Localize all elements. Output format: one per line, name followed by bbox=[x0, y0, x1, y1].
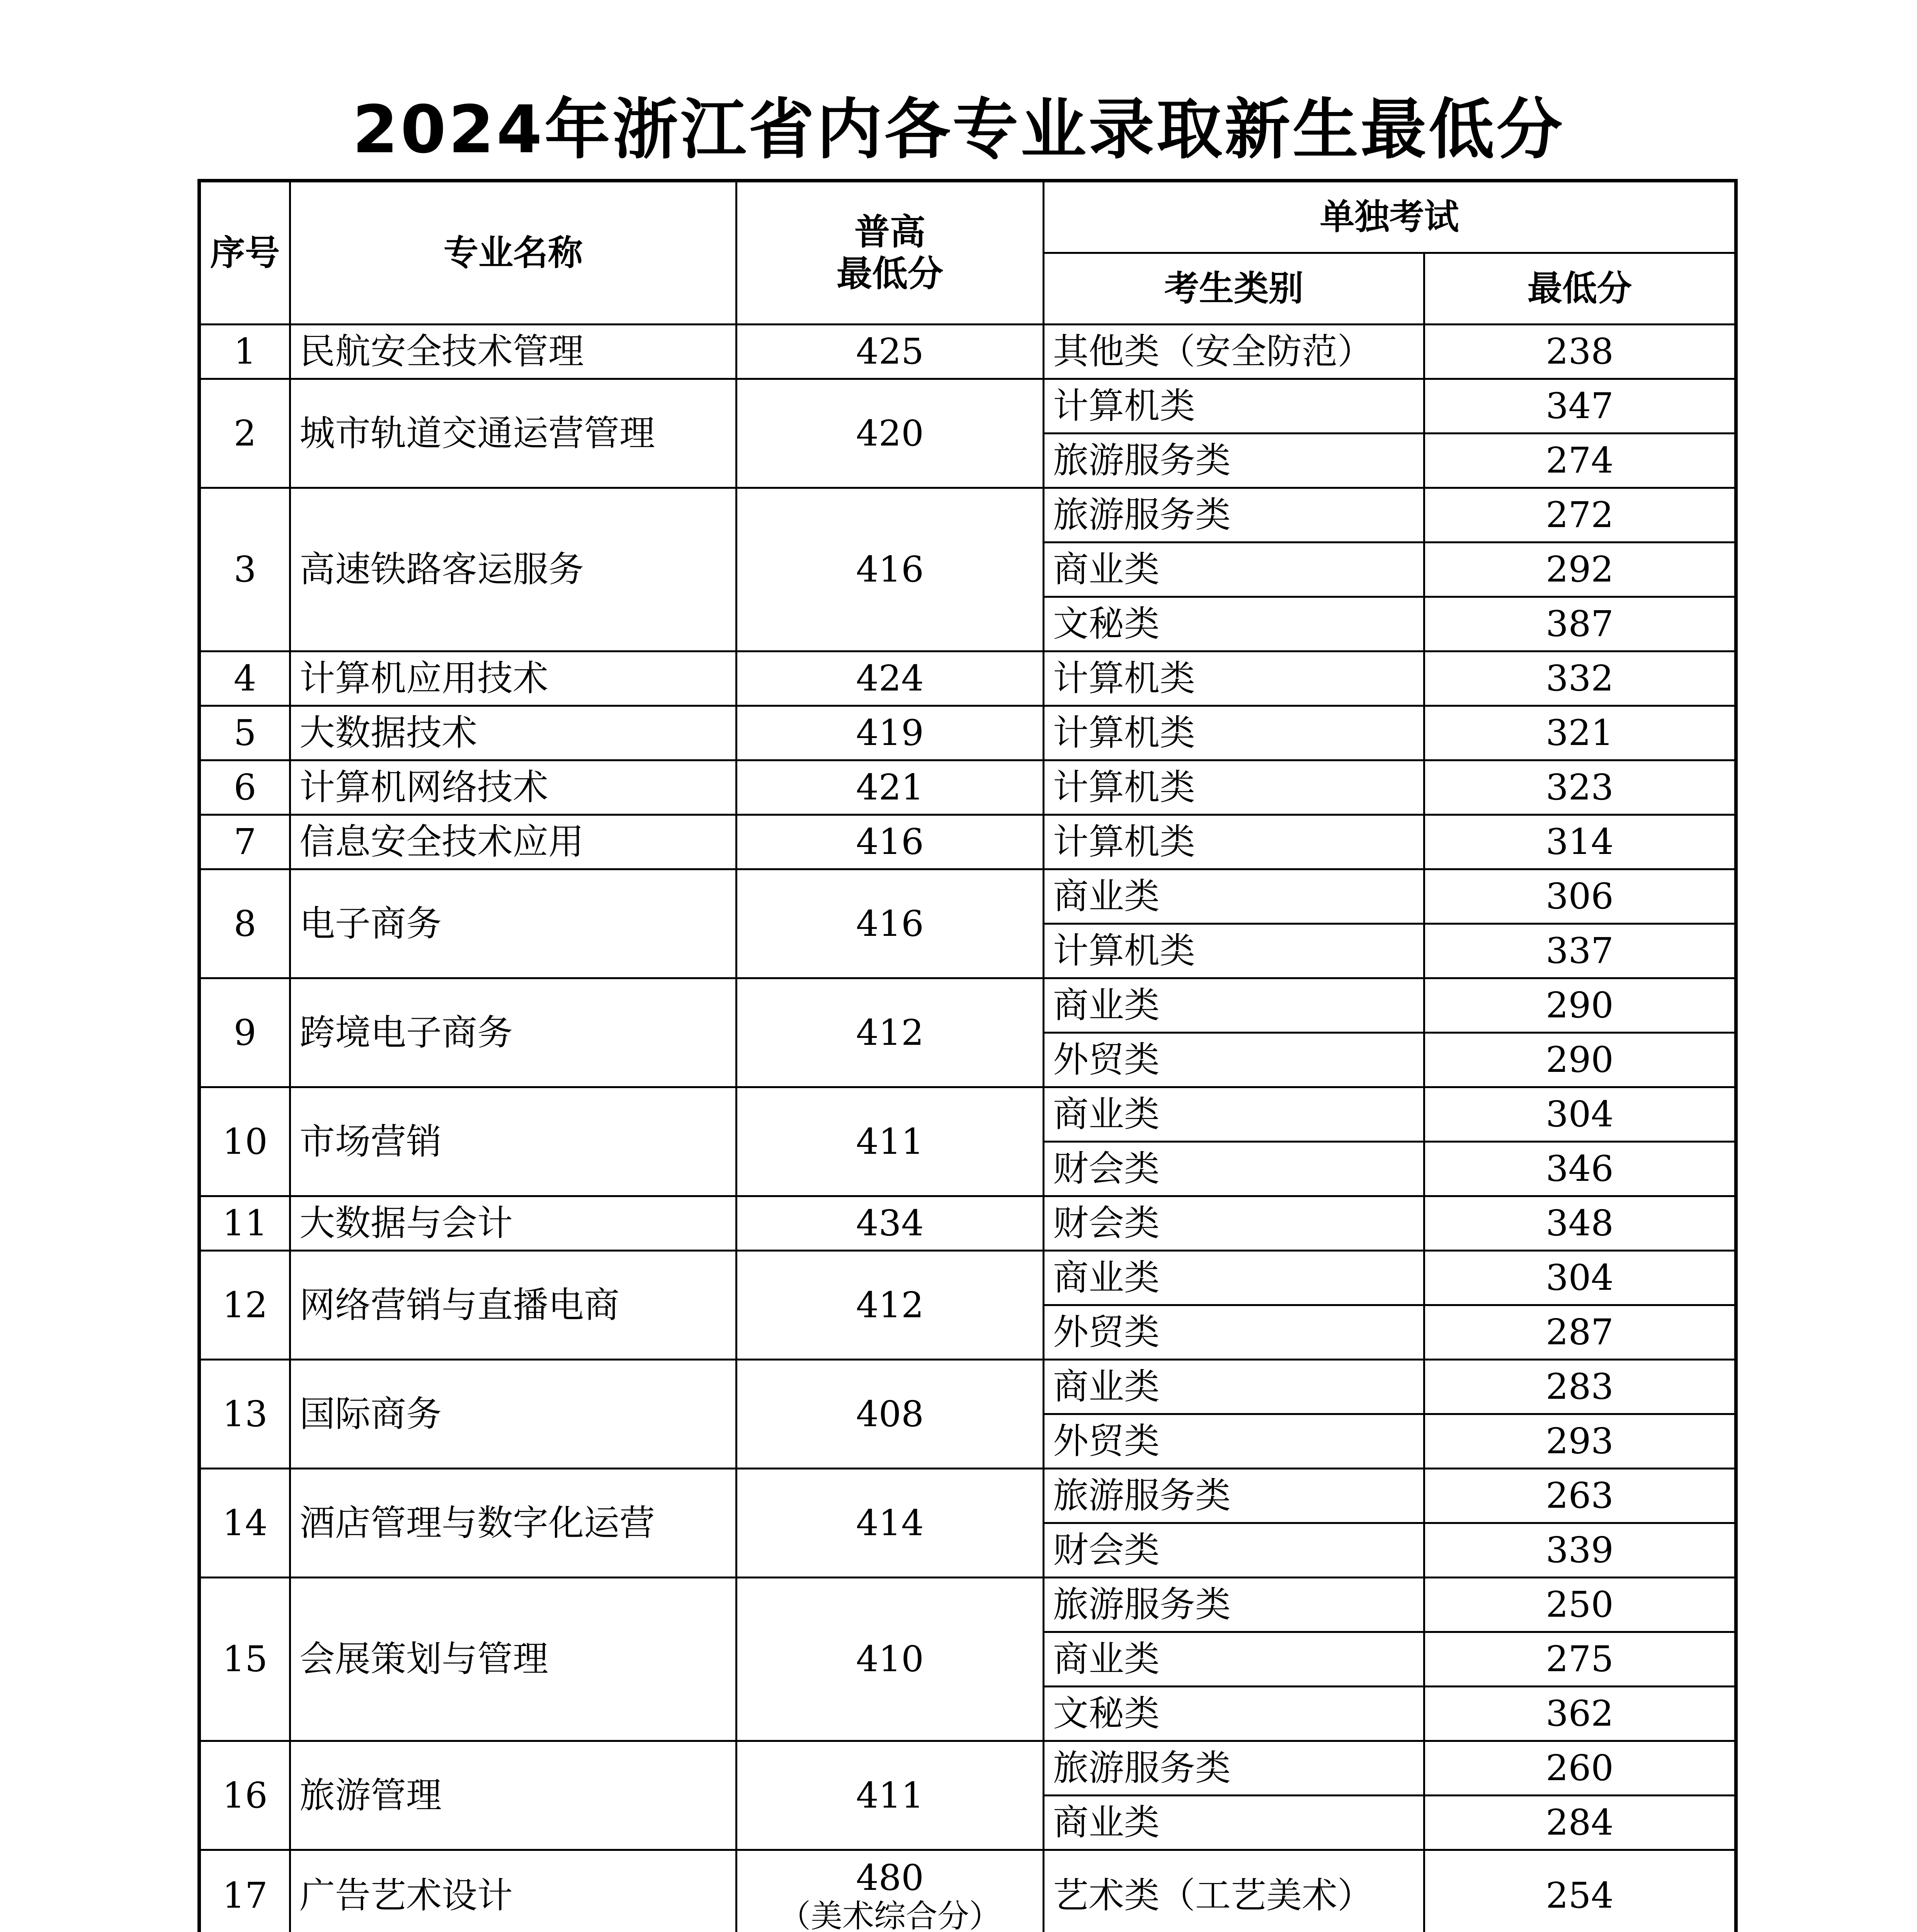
admission-score-table bbox=[197, 179, 1738, 1932]
seq-cell: 4 bbox=[199, 651, 290, 706]
table-row bbox=[199, 869, 1736, 924]
seq-cell: 14 bbox=[199, 1469, 290, 1578]
min-score-cell: 274 bbox=[1424, 434, 1736, 488]
major-cell: 大数据与会计 bbox=[290, 1196, 737, 1251]
min-score-cell: 348 bbox=[1424, 1196, 1736, 1251]
major-cell: 酒店管理与数字化运营 bbox=[290, 1469, 737, 1578]
major-cell: 计算机应用技术 bbox=[290, 651, 737, 706]
category-cell: 商业类 bbox=[1044, 1632, 1424, 1687]
major-cell: 大数据技术 bbox=[290, 706, 737, 760]
header-major: 专业名称 bbox=[290, 181, 737, 325]
min-score-cell: 321 bbox=[1424, 706, 1736, 760]
seq-cell: 7 bbox=[199, 815, 290, 869]
major-cell: 民航安全技术管理 bbox=[290, 325, 737, 379]
table-row bbox=[199, 325, 1736, 379]
header-pugao-line1: 普高 bbox=[854, 211, 925, 253]
min-score-cell: 272 bbox=[1424, 488, 1736, 543]
major-cell: 跨境电子商务 bbox=[290, 978, 737, 1087]
header-min-score: 最低分 bbox=[1424, 253, 1736, 325]
pugao-score-cell: 416 bbox=[737, 869, 1044, 978]
pugao-score-cell: 416 bbox=[737, 815, 1044, 869]
min-score-cell: 387 bbox=[1424, 597, 1736, 651]
min-score-cell: 260 bbox=[1424, 1741, 1736, 1796]
category-cell: 商业类 bbox=[1044, 869, 1424, 924]
category-cell: 计算机类 bbox=[1044, 379, 1424, 434]
major-cell: 市场营销 bbox=[290, 1087, 737, 1196]
min-score-cell: 250 bbox=[1424, 1578, 1736, 1632]
min-score-cell: 339 bbox=[1424, 1523, 1736, 1578]
header-pugao-line2: 最低分 bbox=[836, 253, 943, 294]
pugao-score-cell: 420 bbox=[737, 379, 1044, 488]
min-score-cell: 290 bbox=[1424, 1033, 1736, 1087]
pugao-score-cell bbox=[737, 1850, 1044, 1932]
min-score-cell: 275 bbox=[1424, 1632, 1736, 1687]
pugao-score-cell: 411 bbox=[737, 1741, 1044, 1850]
pugao-score-cell: 419 bbox=[737, 706, 1044, 760]
category-cell: 商业类 bbox=[1044, 1796, 1424, 1850]
seq-cell: 13 bbox=[199, 1360, 290, 1469]
pugao-score-cell: 414 bbox=[737, 1469, 1044, 1578]
category-cell: 旅游服务类 bbox=[1044, 1578, 1424, 1632]
major-cell: 国际商务 bbox=[290, 1360, 737, 1469]
pugao-score-note: （美术综合分） bbox=[779, 1898, 1001, 1932]
category-cell: 旅游服务类 bbox=[1044, 488, 1424, 543]
category-cell: 财会类 bbox=[1044, 1142, 1424, 1196]
min-score-cell: 304 bbox=[1424, 1087, 1736, 1142]
category-cell: 旅游服务类 bbox=[1044, 1469, 1424, 1523]
min-score-cell: 332 bbox=[1424, 651, 1736, 706]
major-cell: 高速铁路客运服务 bbox=[290, 488, 737, 651]
pugao-score-cell: 434 bbox=[737, 1196, 1044, 1251]
min-score-cell: 337 bbox=[1424, 924, 1736, 978]
category-cell: 计算机类 bbox=[1044, 760, 1424, 815]
category-cell: 财会类 bbox=[1044, 1196, 1424, 1251]
table-row bbox=[199, 706, 1736, 760]
table-row bbox=[199, 488, 1736, 543]
table-row bbox=[199, 978, 1736, 1033]
min-score-cell: 293 bbox=[1424, 1414, 1736, 1469]
seq-cell: 5 bbox=[199, 706, 290, 760]
major-cell: 电子商务 bbox=[290, 869, 737, 978]
pugao-score-cell: 410 bbox=[737, 1578, 1044, 1741]
table-row bbox=[199, 379, 1736, 434]
table-row bbox=[199, 1850, 1736, 1932]
category-cell: 计算机类 bbox=[1044, 924, 1424, 978]
seq-cell: 16 bbox=[199, 1741, 290, 1850]
min-score-cell: 283 bbox=[1424, 1360, 1736, 1414]
seq-cell: 11 bbox=[199, 1196, 290, 1251]
major-cell: 信息安全技术应用 bbox=[290, 815, 737, 869]
seq-cell: 12 bbox=[199, 1251, 290, 1360]
major-cell: 旅游管理 bbox=[290, 1741, 737, 1850]
page-title: 2024年浙江省内各专业录取新生最低分 bbox=[352, 92, 1565, 168]
header-danduo: 单独考试 bbox=[1044, 181, 1736, 253]
seq-cell: 9 bbox=[199, 978, 290, 1087]
min-score-cell: 290 bbox=[1424, 978, 1736, 1033]
category-cell: 旅游服务类 bbox=[1044, 1741, 1424, 1796]
seq-cell: 3 bbox=[199, 488, 290, 651]
category-cell: 艺术类（工艺美术） bbox=[1044, 1850, 1424, 1932]
table-row bbox=[199, 1578, 1736, 1632]
major-cell: 会展策划与管理 bbox=[290, 1578, 737, 1741]
category-cell: 商业类 bbox=[1044, 978, 1424, 1033]
category-cell: 商业类 bbox=[1044, 543, 1424, 597]
table-row bbox=[199, 1196, 1736, 1251]
pugao-score: 480 bbox=[856, 1857, 924, 1898]
min-score-cell: 238 bbox=[1424, 325, 1736, 379]
table-row bbox=[199, 1251, 1736, 1305]
seq-cell: 15 bbox=[199, 1578, 290, 1741]
min-score-cell: 347 bbox=[1424, 379, 1736, 434]
min-score-cell: 292 bbox=[1424, 543, 1736, 597]
pugao-score-cell: 411 bbox=[737, 1087, 1044, 1196]
major-cell: 城市轨道交通运营管理 bbox=[290, 379, 737, 488]
pugao-score-cell: 424 bbox=[737, 651, 1044, 706]
min-score-cell: 263 bbox=[1424, 1469, 1736, 1523]
category-cell: 外贸类 bbox=[1044, 1033, 1424, 1087]
category-cell: 财会类 bbox=[1044, 1523, 1424, 1578]
min-score-cell: 323 bbox=[1424, 760, 1736, 815]
seq-cell: 10 bbox=[199, 1087, 290, 1196]
seq-cell: 17 bbox=[199, 1850, 290, 1932]
header-category: 考生类别 bbox=[1044, 253, 1424, 325]
pugao-score-cell: 416 bbox=[737, 488, 1044, 651]
min-score-cell: 304 bbox=[1424, 1251, 1736, 1305]
table-row bbox=[199, 1087, 1736, 1142]
category-cell: 商业类 bbox=[1044, 1360, 1424, 1414]
min-score-cell: 314 bbox=[1424, 815, 1736, 869]
seq-cell: 8 bbox=[199, 869, 290, 978]
category-cell: 旅游服务类 bbox=[1044, 434, 1424, 488]
table-row bbox=[199, 1360, 1736, 1414]
category-cell: 外贸类 bbox=[1044, 1305, 1424, 1360]
category-cell: 其他类（安全防范） bbox=[1044, 325, 1424, 379]
pugao-score-cell: 408 bbox=[737, 1360, 1044, 1469]
min-score-cell: 254 bbox=[1424, 1850, 1736, 1932]
table-row bbox=[199, 815, 1736, 869]
pugao-score-cell: 412 bbox=[737, 978, 1044, 1087]
table-row bbox=[199, 1741, 1736, 1796]
pugao-score-cell: 421 bbox=[737, 760, 1044, 815]
major-cell: 广告艺术设计 bbox=[290, 1850, 737, 1932]
category-cell: 商业类 bbox=[1044, 1251, 1424, 1305]
table-row bbox=[199, 1469, 1736, 1523]
pugao-score-cell: 425 bbox=[737, 325, 1044, 379]
category-cell: 文秘类 bbox=[1044, 1687, 1424, 1741]
category-cell: 商业类 bbox=[1044, 1087, 1424, 1142]
category-cell: 计算机类 bbox=[1044, 815, 1424, 869]
category-cell: 计算机类 bbox=[1044, 651, 1424, 706]
min-score-cell: 306 bbox=[1424, 869, 1736, 924]
category-cell: 计算机类 bbox=[1044, 706, 1424, 760]
header-seq: 序号 bbox=[199, 181, 290, 325]
min-score-cell: 362 bbox=[1424, 1687, 1736, 1741]
header-pugao bbox=[737, 181, 1044, 325]
seq-cell: 6 bbox=[199, 760, 290, 815]
seq-cell: 1 bbox=[199, 325, 290, 379]
major-cell: 网络营销与直播电商 bbox=[290, 1251, 737, 1360]
min-score-cell: 346 bbox=[1424, 1142, 1736, 1196]
seq-cell: 2 bbox=[199, 379, 290, 488]
category-cell: 文秘类 bbox=[1044, 597, 1424, 651]
table-row bbox=[199, 651, 1736, 706]
min-score-cell: 284 bbox=[1424, 1796, 1736, 1850]
table-row bbox=[199, 760, 1736, 815]
category-cell: 外贸类 bbox=[1044, 1414, 1424, 1469]
pugao-score-cell: 412 bbox=[737, 1251, 1044, 1360]
min-score-cell: 287 bbox=[1424, 1305, 1736, 1360]
major-cell: 计算机网络技术 bbox=[290, 760, 737, 815]
